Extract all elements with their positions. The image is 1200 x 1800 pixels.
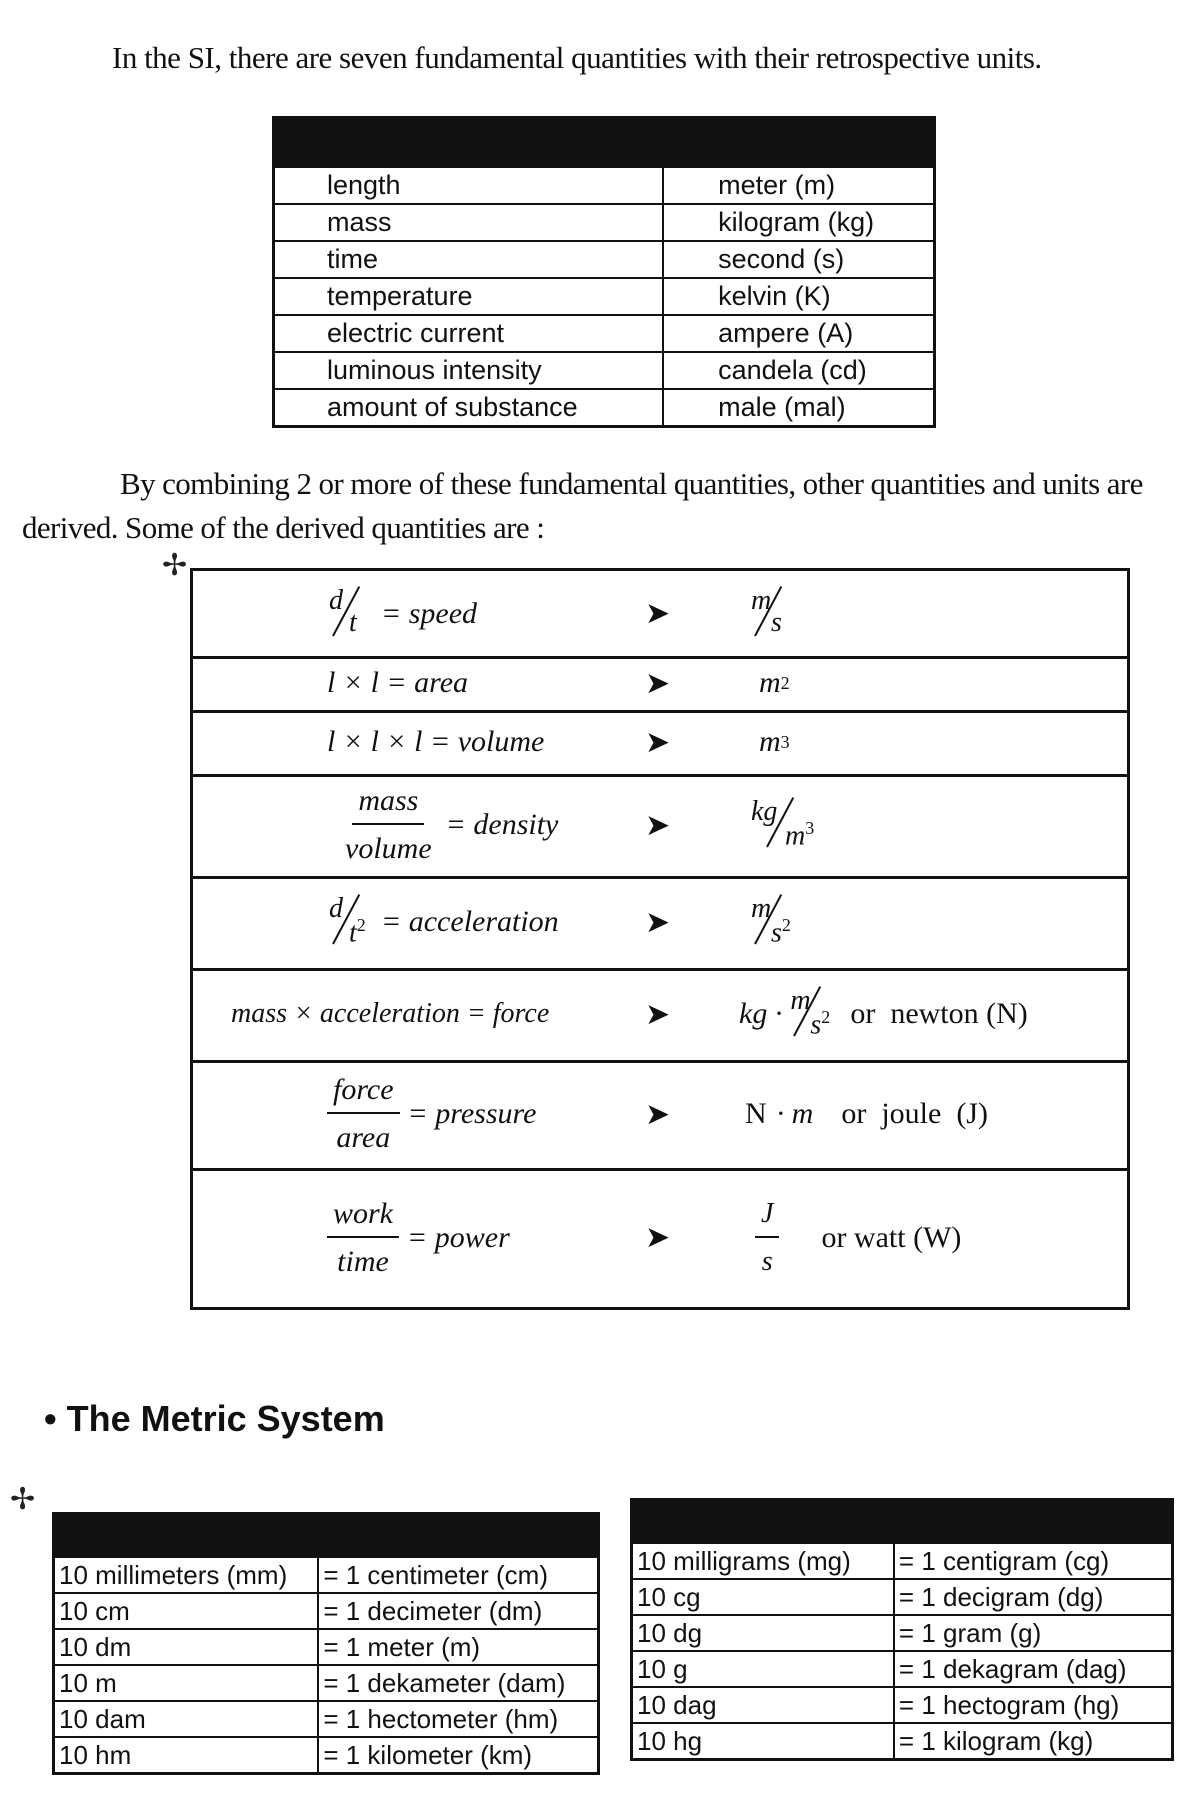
table-cell: = 1 centimeter (cm) xyxy=(318,1557,598,1594)
table-row xyxy=(54,1593,599,1629)
table-row xyxy=(274,315,935,352)
table-cell: 10 hg xyxy=(632,1723,894,1760)
derived-intro-paragraph: By combining 2 or more of these fundamental quantities, other quantities and units are derived. Some of the derived quantities are : xyxy=(22,466,1143,545)
arrow-icon: ➤ xyxy=(645,665,671,701)
table-row xyxy=(54,1557,599,1594)
table-row xyxy=(54,1737,599,1774)
derived-row-acceleration: d $t^2$ = acceleration ➤ m $s^2$ xyxy=(193,876,1127,971)
table-row xyxy=(632,1687,1173,1723)
table-row xyxy=(632,1651,1173,1687)
derived-row-force: mass × acceleration = force ➤ kg · m $s^2$ or newton (N) xyxy=(193,968,1127,1063)
table-row xyxy=(274,389,935,427)
table-cell: 10 milligrams (mg) xyxy=(632,1543,894,1580)
arrow-icon: ➤ xyxy=(645,1220,671,1255)
derived-row-area: l × l = area ➤ m 2 xyxy=(193,656,1127,713)
table-cell: 10 m xyxy=(54,1665,319,1701)
table-cell: kilogram (kg) xyxy=(663,204,934,241)
intro-paragraph: In the SI, there are seven fundamental quantities with their retrospective units. xyxy=(112,40,1042,75)
metric-system-heading: • The Metric System xyxy=(44,1398,385,1439)
metric-mass-table xyxy=(630,1498,1174,1761)
table-cell: = 1 decimeter (dm) xyxy=(318,1593,598,1629)
table-row xyxy=(54,1665,599,1701)
table-cell: 10 hm xyxy=(54,1737,319,1774)
fundamental-quantities-table xyxy=(272,116,936,428)
table-cell: = 1 centigram (cg) xyxy=(894,1543,1173,1580)
table-cell: 10 dam xyxy=(54,1701,319,1737)
table-cell: length xyxy=(274,167,664,205)
derived-row-speed: d t = speed ➤ m s xyxy=(193,571,1127,659)
derived-row-density: $\frac{\text{mass}}{\text{volume}}$ = density ➤ kg $m^3$ xyxy=(193,774,1127,879)
table-cell: = 1 kilogram (kg) xyxy=(894,1723,1173,1760)
table-cell: 10 millimeters (mm) xyxy=(54,1557,319,1594)
arrow-icon: ➤ xyxy=(645,596,671,631)
table-cell: time xyxy=(274,241,664,278)
table-cell: second (s) xyxy=(663,241,934,278)
table-cell: candela (cd) xyxy=(663,352,934,389)
table-cell: temperature xyxy=(274,278,664,315)
derived-row-pressure: $\frac{\text{force}}{\text{area}}$ = pressure ➤ N · m or joule (J) xyxy=(193,1060,1127,1171)
table-row xyxy=(274,167,935,205)
table-row xyxy=(632,1543,1173,1580)
table-cell: = 1 kilometer (km) xyxy=(318,1737,598,1774)
table-cell: kelvin (K) xyxy=(663,278,934,315)
table-row xyxy=(54,1701,599,1737)
table-cell: 10 dg xyxy=(632,1615,894,1651)
table-header xyxy=(632,1500,1173,1543)
table-cell: = 1 hectometer (hm) xyxy=(318,1701,598,1737)
arrow-icon: ➤ xyxy=(645,807,671,843)
pen-mark-icon: ✢ xyxy=(162,548,188,583)
table-cell: 10 g xyxy=(632,1651,894,1687)
table-cell: meter (m) xyxy=(663,167,934,205)
derived-quantities-table xyxy=(190,568,1130,1310)
table-cell: = 1 gram (g) xyxy=(894,1615,1173,1651)
table-cell: = 1 hectogram (hg) xyxy=(894,1687,1173,1723)
table-cell: 10 dm xyxy=(54,1629,319,1665)
table-row xyxy=(274,352,935,389)
table-cell: electric current xyxy=(274,315,664,352)
arrow-icon: ➤ xyxy=(645,1096,671,1132)
table-row xyxy=(632,1579,1173,1615)
table-cell: = 1 decigram (dg) xyxy=(894,1579,1173,1615)
table-cell: male (mal) xyxy=(663,389,934,427)
table-cell: = 1 dekameter (dam) xyxy=(318,1665,598,1701)
table-row xyxy=(274,204,935,241)
arrow-icon: ➤ xyxy=(645,904,671,940)
pen-mark-icon: ✢ xyxy=(10,1482,36,1517)
table-cell: mass xyxy=(274,204,664,241)
table-row xyxy=(274,241,935,278)
table-cell: luminous intensity xyxy=(274,352,664,389)
metric-length-table xyxy=(52,1512,600,1775)
table-row xyxy=(632,1615,1173,1651)
table-cell: 10 dag xyxy=(632,1687,894,1723)
table-cell: 10 cg xyxy=(632,1579,894,1615)
table-header xyxy=(54,1514,599,1557)
table-cell: = 1 dekagram (dag) xyxy=(894,1651,1173,1687)
table-header xyxy=(274,118,935,167)
arrow-icon: ➤ xyxy=(645,996,671,1032)
derived-row-volume: l × l × l = volume ➤ m 3 xyxy=(193,710,1127,777)
derived-row-power: $\frac{\text{work}}{\text{time}}$ = power ➤ $\frac{J}{s}$ or watt (W) xyxy=(193,1168,1127,1307)
table-cell: 10 cm xyxy=(54,1593,319,1629)
table-row xyxy=(274,278,935,315)
table-cell: amount of substance xyxy=(274,389,664,427)
table-row xyxy=(54,1629,599,1665)
arrow-icon: ➤ xyxy=(645,724,671,760)
table-row xyxy=(632,1723,1173,1760)
table-cell: ampere (A) xyxy=(663,315,934,352)
table-cell: = 1 meter (m) xyxy=(318,1629,598,1665)
